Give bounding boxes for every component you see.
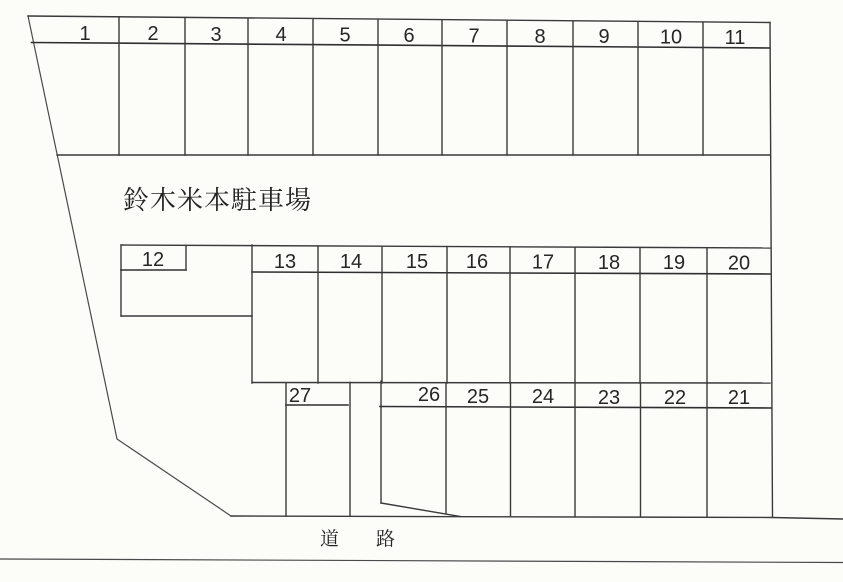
space-8-number: 8 (534, 26, 546, 48)
boundary-right-edge (770, 23, 773, 518)
space-25-number: 25 (466, 386, 490, 408)
space-1-number: 1 (79, 23, 91, 45)
boundary-bottom-edge (231, 516, 843, 519)
boundary-top-edge (28, 16, 770, 23)
space-26-number: 26 (417, 384, 441, 406)
road-line (0, 559, 843, 563)
space-16-number: 16 (465, 251, 489, 273)
space-5-number: 5 (339, 24, 351, 47)
space-22-number: 22 (663, 387, 687, 409)
space-11-number: 11 (724, 27, 746, 49)
space-12-number: 12 (141, 249, 165, 271)
middle-row-header-separator (252, 272, 770, 274)
space-20-number: 20 (727, 252, 751, 275)
road-label: 道路 (320, 529, 433, 550)
space-6-number: 6 (403, 25, 415, 47)
middle-row (121, 245, 770, 383)
space-19-number: 19 (662, 252, 686, 274)
space-2-number: 2 (147, 23, 159, 45)
bottom-row (286, 381, 771, 517)
middle-row-top-line (121, 245, 770, 248)
space-27-number: 27 (288, 385, 312, 407)
space-17-number: 17 (531, 251, 555, 274)
space-18-number: 18 (597, 252, 621, 274)
top-row (32, 17, 771, 155)
space-9-number: 9 (598, 26, 610, 48)
space-4-number: 4 (275, 24, 287, 46)
space-23-number: 23 (597, 387, 621, 409)
boundary (0, 16, 843, 563)
space-3-number: 3 (210, 24, 222, 46)
space-24-number: 24 (531, 386, 555, 408)
space-13-number: 13 (273, 251, 297, 273)
space-7-number: 7 (468, 25, 480, 48)
boundary-left-slant (28, 16, 231, 516)
lot-title: 鈴木米本駐車場 (123, 185, 313, 215)
space-10-number: 10 (659, 26, 683, 49)
space-15-number: 15 (405, 251, 429, 273)
space-26-bottom-slant (381, 503, 460, 517)
space-14-number: 14 (339, 251, 363, 273)
space-21-number: 21 (727, 387, 751, 409)
